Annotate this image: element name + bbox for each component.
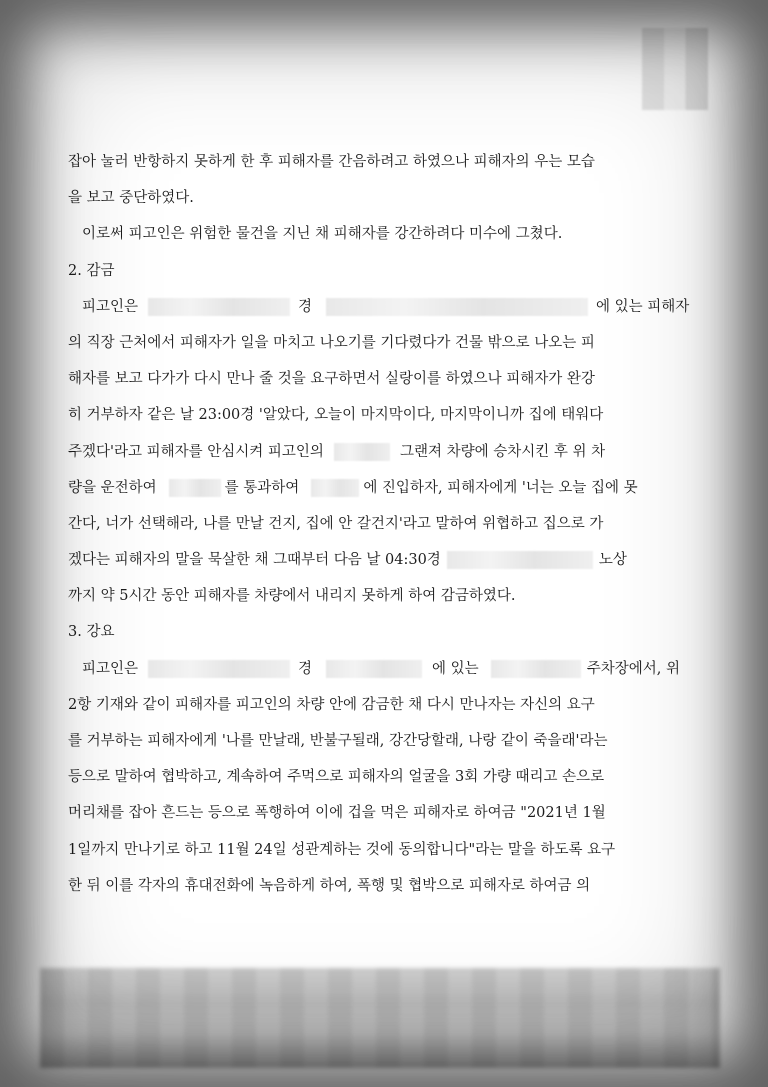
text-line: 량을 운전하여 를 통과하여 에 진입하자, 피해자에게 '너는 오늘 집에 못 [68, 479, 638, 496]
text-line: 등으로 말하여 협박하고, 계속하여 주먹으로 피해자의 얼굴을 3회 가량 때리고 손으로 [68, 769, 605, 786]
text-line: 을 보고 중단하였다. [68, 190, 194, 207]
section-heading-confinement: 2. 감금 [68, 262, 115, 279]
text-line: 피고인은 경 에 있는 피해자 [82, 298, 690, 315]
text-line: 머리채를 잡아 흔드는 등으로 폭행하여 이에 겁을 먹은 피해자로 하여금 "2021년 1월 [68, 805, 606, 822]
redacted-plate-number [334, 443, 390, 461]
text-line: 1일까지 만나기로 하고 11월 24일 성관계하는 것에 동의합니다"라는 말을 하도록 요구 [68, 841, 616, 858]
redacted-location [311, 479, 359, 497]
redacted-location [169, 479, 221, 497]
text-line: 까지 약 5시간 동안 피해자를 차량에서 내리지 못하게 하여 감금하였다. [68, 588, 516, 605]
text-line: 2항 기재와 같이 피해자를 피고인의 차량 안에 감금한 채 다시 만나자는 자신의 요구 [68, 696, 595, 713]
text-line: 잡아 눌러 반항하지 못하게 한 후 피해자를 간음하려고 하였으나 피해자의 우는 모습 [68, 154, 595, 170]
text-line: 피고인은 경 에 있는 주차장에서, 위 [82, 660, 680, 677]
document-body [68, 144, 692, 904]
section-heading-coercion: 3. 강요 [68, 624, 115, 641]
text-line: 한 뒤 이를 각자의 휴대전화에 녹음하게 하여, 폭행 및 협박으로 피해자로 하여금 의 [68, 877, 591, 894]
redacted-location [447, 551, 593, 569]
text-line: 히 거부하자 같은 날 23:00경 '알았다, 오늘이 마지막이다, 마지막이니까 집에 태워다 [68, 407, 604, 424]
redacted-address [326, 298, 588, 316]
redacted-address [326, 660, 422, 678]
redacted-place-name [491, 660, 581, 678]
redacted-page-footer [40, 968, 720, 1068]
text-line: 해자를 보고 다가가 다시 만나 줄 것을 요구하면서 실랑이를 하였으나 피해자가 완강 [68, 371, 595, 388]
text-line: 의 직장 근처에서 피해자가 일을 마치고 나오기를 기다렸다가 건물 밖으로 나오는 피 [68, 334, 595, 351]
redacted-datetime [148, 298, 290, 316]
redacted-datetime [148, 660, 290, 678]
redacted-page-header [642, 28, 708, 110]
text-line: 주겠다'라고 피해자를 안심시켜 피고인의 그랜져 차량에 승차시킨 후 위 차 [68, 443, 606, 460]
text-line: 간다, 너가 선택해라, 나를 만날 건지, 집에 안 갈건지'라고 말하여 위협하고 집으로 가 [68, 515, 604, 532]
text-line: 를 거부하는 피해자에게 '나를 만날래, 반불구될래, 강간당할래, 나랑 같이 죽을래'라는 [68, 733, 608, 749]
text-line: 이로써 피고인은 위험한 물건을 지닌 채 피해자를 강간하려다 미수에 그쳤다. [82, 226, 563, 243]
text-line: 겠다는 피해자의 말을 묵살한 채 그때부터 다음 날 04:30경 노상 [68, 552, 627, 569]
